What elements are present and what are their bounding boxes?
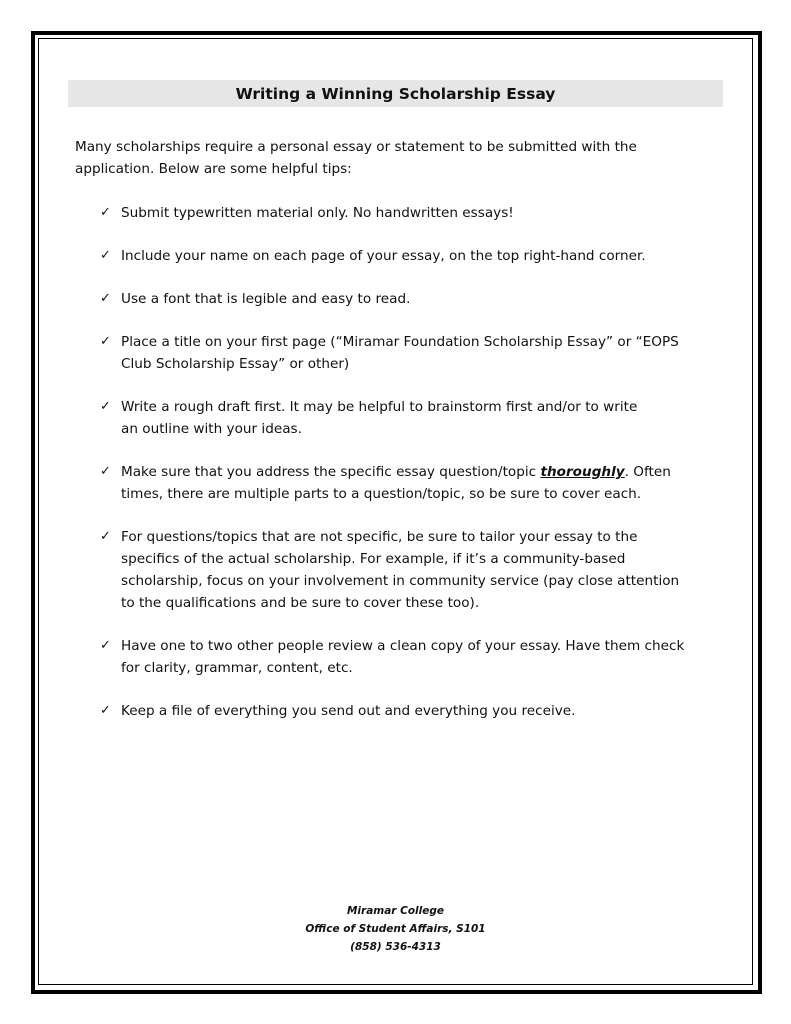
tip-line: to the qualifications and be sure to cover these too). [121, 595, 480, 611]
document-title: Writing a Winning Scholarship Essay [68, 80, 723, 107]
tip-item [100, 461, 684, 505]
tip-text: Make sure that you address the specific essay question/topic [121, 464, 541, 480]
check-icon: ✓ [100, 703, 111, 718]
tip-line: For questions/topics that are not specific, be sure to tailor your essay to the [121, 529, 638, 545]
intro-line: application. Below are some helpful tips: [75, 161, 352, 177]
tip-line: specifics of the actual scholarship. For example, if it’s a community-based [121, 551, 626, 567]
tip-line: for clarity, grammar, content, etc. [121, 660, 353, 676]
tip-line [121, 461, 684, 483]
footer-phone: (858) 536-4313 [350, 941, 441, 953]
footer-office: Office of Student Affairs, S101 [305, 923, 486, 935]
intro-paragraph [75, 136, 637, 180]
tip-line: an outline with your ideas. [121, 421, 302, 437]
check-icon: ✓ [100, 464, 111, 479]
footer [0, 902, 791, 956]
check-icon: ✓ [100, 638, 111, 653]
tip-line: Club Scholarship Essay” or other) [121, 356, 350, 372]
tip-item [100, 288, 684, 310]
tip-item [100, 202, 684, 224]
footer-college: Miramar College [346, 905, 445, 917]
check-icon: ✓ [100, 334, 111, 349]
tip-line: Have one to two other people review a clean copy of your essay. Have them check [121, 638, 685, 654]
intro-line: Many scholarships require a personal essay or statement to be submitted with the [75, 139, 637, 155]
tip-item [100, 331, 684, 375]
tip-line: Include your name on each page of your essay, on the top right-hand corner. [121, 248, 646, 264]
check-icon: ✓ [100, 205, 111, 220]
tips-list [100, 202, 684, 743]
tip-text: . Often [624, 464, 671, 480]
tip-item [100, 700, 684, 722]
tip-line: Submit typewritten material only. No handwritten essays! [121, 205, 514, 221]
tip-line: Write a rough draft first. It may be helpful to brainstorm first and/or to write [121, 399, 638, 415]
check-icon: ✓ [100, 399, 111, 414]
check-icon: ✓ [100, 291, 111, 306]
tip-item [100, 526, 684, 614]
tip-item [100, 396, 684, 440]
check-icon: ✓ [100, 248, 111, 263]
tip-item [100, 245, 684, 267]
tip-item [100, 635, 684, 679]
check-icon: ✓ [100, 529, 111, 544]
tip-line: Keep a file of everything you send out and everything you receive. [121, 703, 576, 719]
tip-line: scholarship, focus on your involvement in community service (pay close attention [121, 573, 680, 589]
emphasis-text: thoroughly [540, 464, 625, 480]
tip-line: Use a font that is legible and easy to read. [121, 291, 411, 307]
tip-line: times, there are multiple parts to a question/topic, so be sure to cover each. [121, 486, 642, 502]
tip-line: Place a title on your first page (“Miramar Foundation Scholarship Essay” or “EOPS [121, 334, 679, 350]
